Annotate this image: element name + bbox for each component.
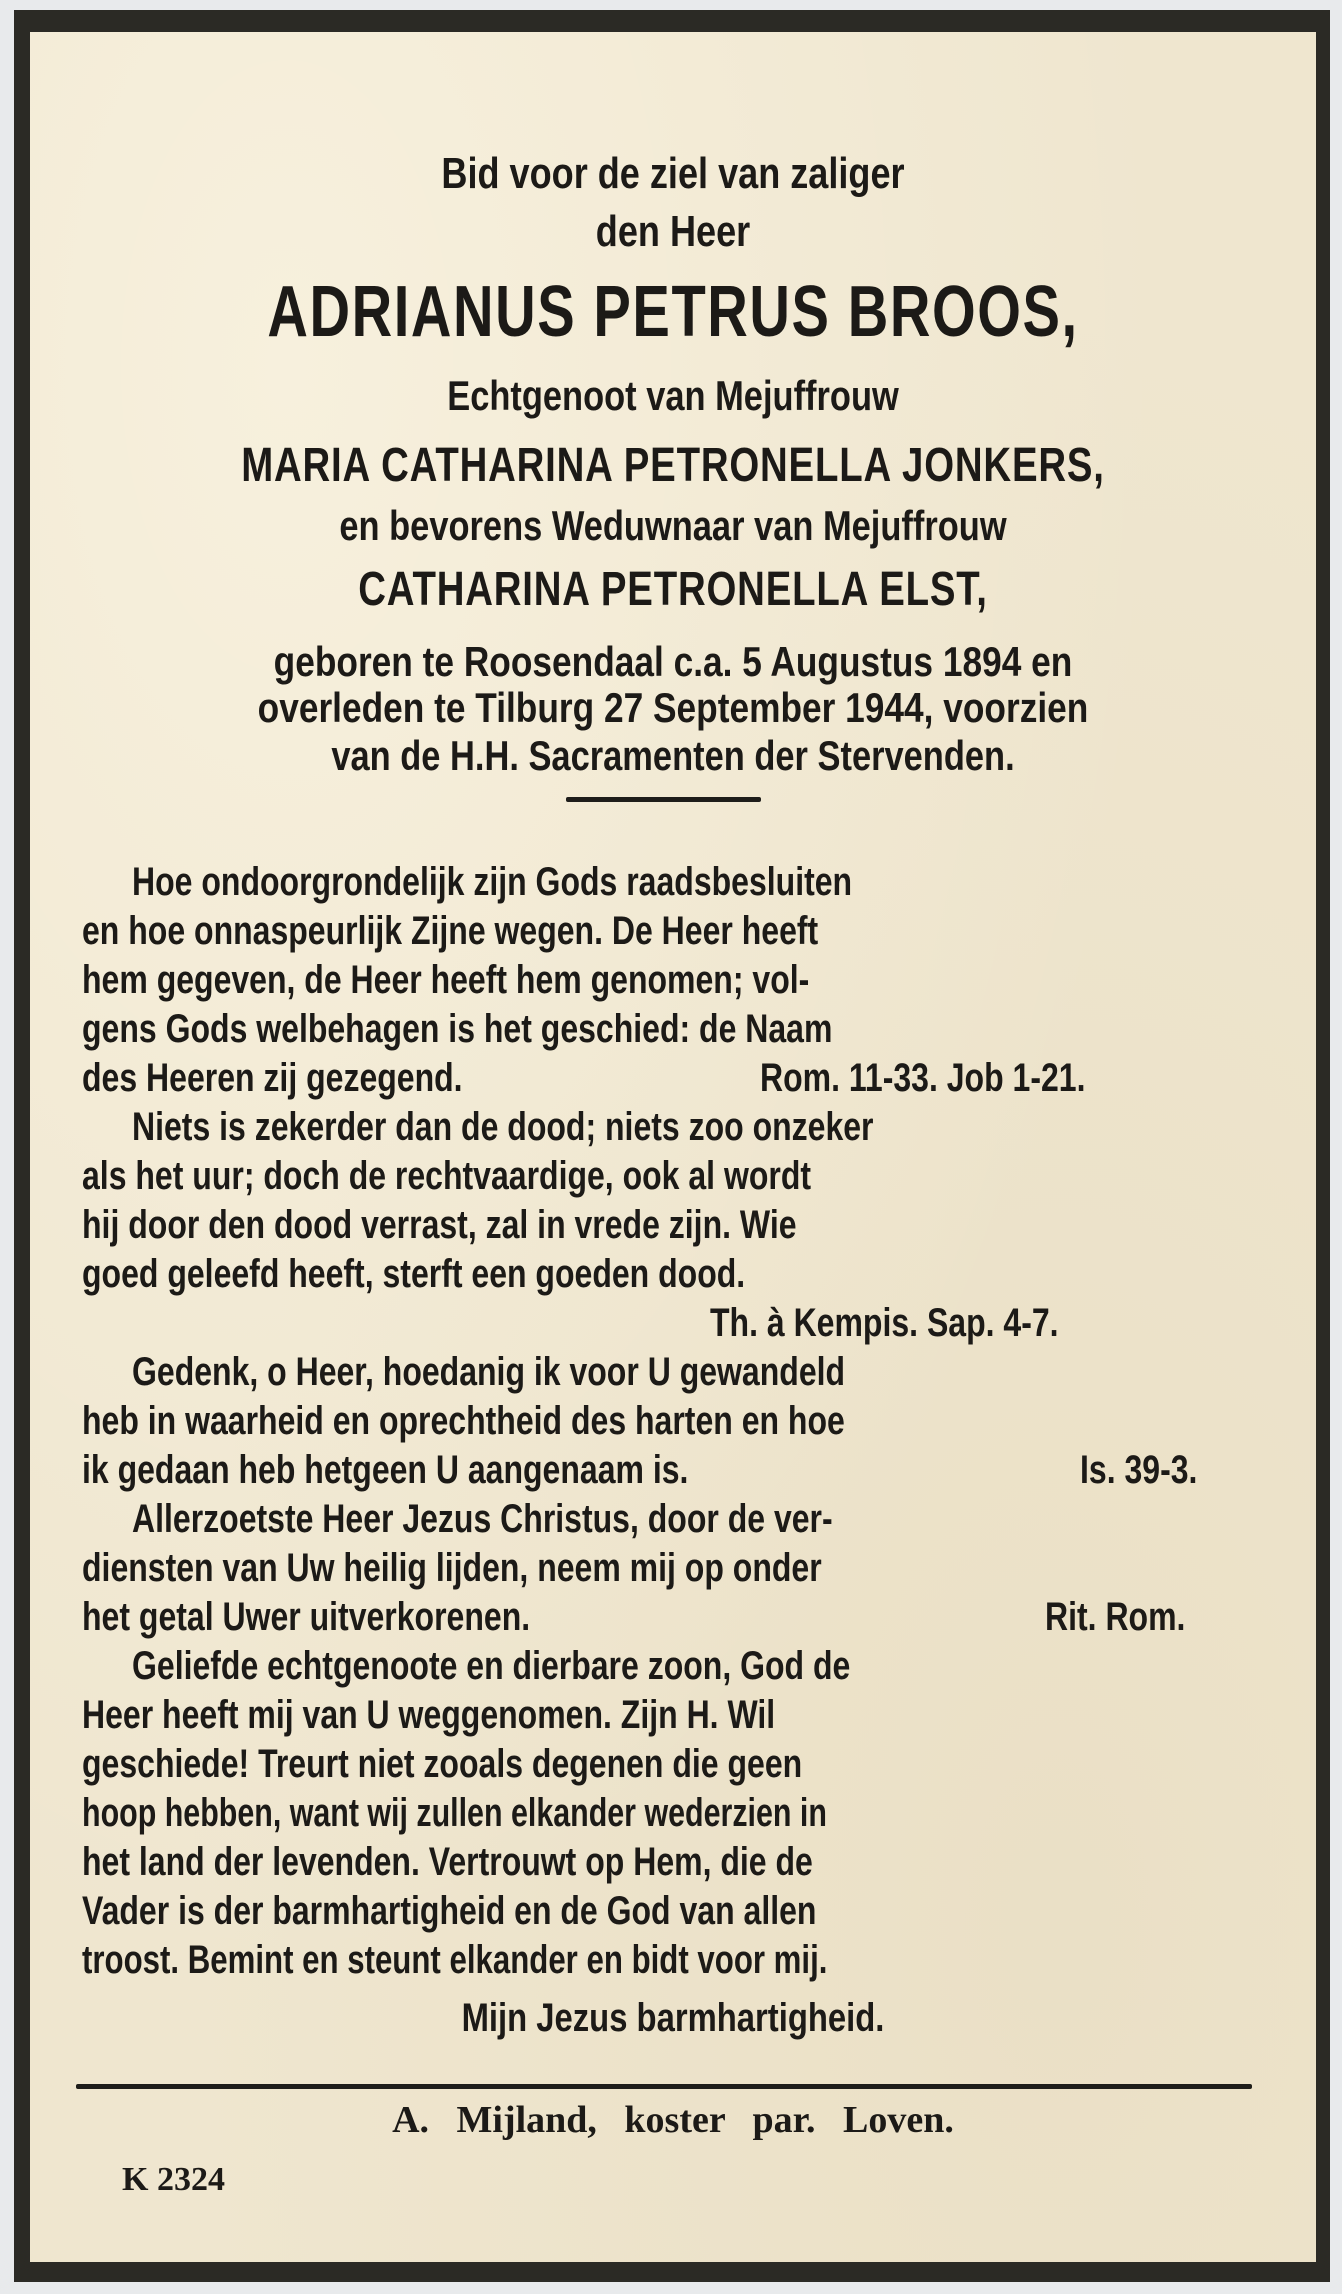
body-line: Geliefde echtgenoote en dierbare zoon, God de bbox=[132, 1644, 851, 1688]
widower-intro: en bevorens Weduwnaar van Mejuffrouw bbox=[339, 502, 1007, 549]
body-line: ik gedaan heb hetgeen U aangenaam is. bbox=[82, 1448, 689, 1492]
body-line: heb in waarheid en oprechtheid des harten en hoe bbox=[82, 1399, 845, 1443]
print-code: K 2324 bbox=[122, 2161, 225, 2198]
first-wife-name: CATHARINA PETRONELLA ELST, bbox=[358, 563, 988, 616]
scripture-reference: Th. à Kempis. Sap. 4-7. bbox=[710, 1301, 1059, 1345]
body-line: als het uur; doch de rechtvaardige, ook al wordt bbox=[82, 1154, 812, 1198]
scripture-reference: Is. 39-3. bbox=[1080, 1448, 1198, 1492]
body-line: Vader is der barmhartigheid en de God van allen bbox=[82, 1889, 817, 1933]
birth-line: geboren te Roosendaal c.a. 5 Augustus 1894 en bbox=[273, 638, 1073, 685]
body-line: troost. Bemint en steunt elkander en bidt voor mij. bbox=[82, 1938, 828, 1982]
scripture-reference: Rit. Rom. bbox=[1045, 1595, 1186, 1639]
scripture-reference: Rom. 11-33. Job 1-21. bbox=[760, 1056, 1086, 1100]
body-line: Heer heeft mij van U weggenomen. Zijn H. Wil bbox=[82, 1693, 776, 1737]
body-line: diensten van Uw heilig lijden, neem mij op onder bbox=[82, 1546, 822, 1590]
body-line: Gedenk, o Heer, hoedanig ik voor U gewandeld bbox=[132, 1350, 846, 1394]
title-heer: den Heer bbox=[595, 207, 751, 256]
body-line: gens Gods welbehagen is het geschied: de Naam bbox=[82, 1007, 833, 1051]
body-line: Niets is zekerder dan de dood; niets zoo onzeker bbox=[132, 1105, 874, 1149]
closing-prayer: Mijn Jezus barmhartigheid. bbox=[461, 1996, 885, 2040]
body-line: hij door den dood verrast, zal in vrede zijn. Wie bbox=[82, 1203, 797, 1247]
body-line: des Heeren zij gezegend. bbox=[82, 1056, 463, 1100]
body-line: en hoe onnaspeurlijk Zijne wegen. De Heer heeft bbox=[82, 909, 819, 953]
body-line: hem gegeven, de Heer heeft hem genomen; vol- bbox=[82, 958, 810, 1002]
body-line: het land der levenden. Vertrouwt op Hem, die de bbox=[82, 1840, 813, 1884]
body-line: het getal Uwer uitverkorenen. bbox=[82, 1595, 531, 1639]
memorial-card bbox=[14, 10, 1330, 2282]
short-divider bbox=[566, 797, 761, 802]
footer-divider bbox=[76, 2084, 1252, 2089]
card-paper bbox=[30, 32, 1316, 2262]
body-line: hoop hebben, want wij zullen elkander wederzien in bbox=[82, 1791, 827, 1835]
death-line: overleden te Tilburg 27 September 1944, voorzien bbox=[257, 684, 1089, 731]
deceased-name: ADRIANUS PETRUS BROOS, bbox=[267, 272, 1079, 352]
body-line: goed geleefd heeft, sterft een goeden dood. bbox=[82, 1252, 746, 1296]
sacrament-line: van de H.H. Sacramenten der Stervenden. bbox=[331, 732, 1015, 779]
body-line: geschiede! Treurt niet zooals degenen die geen bbox=[82, 1742, 803, 1786]
body-line: Allerzoetste Heer Jezus Christus, door de ver- bbox=[132, 1497, 833, 1541]
body-line: Hoe ondoorgrondelijk zijn Gods raadsbesluiten bbox=[132, 860, 853, 904]
printer-credit: A. Mijland, koster par. Loven. bbox=[392, 2099, 954, 2141]
spouse-name: MARIA CATHARINA PETRONELLA JONKERS, bbox=[241, 439, 1105, 492]
spouse-intro: Echtgenoot van Mejuffrouw bbox=[447, 372, 899, 419]
prayer-intro: Bid voor de ziel van zaliger bbox=[441, 149, 905, 198]
